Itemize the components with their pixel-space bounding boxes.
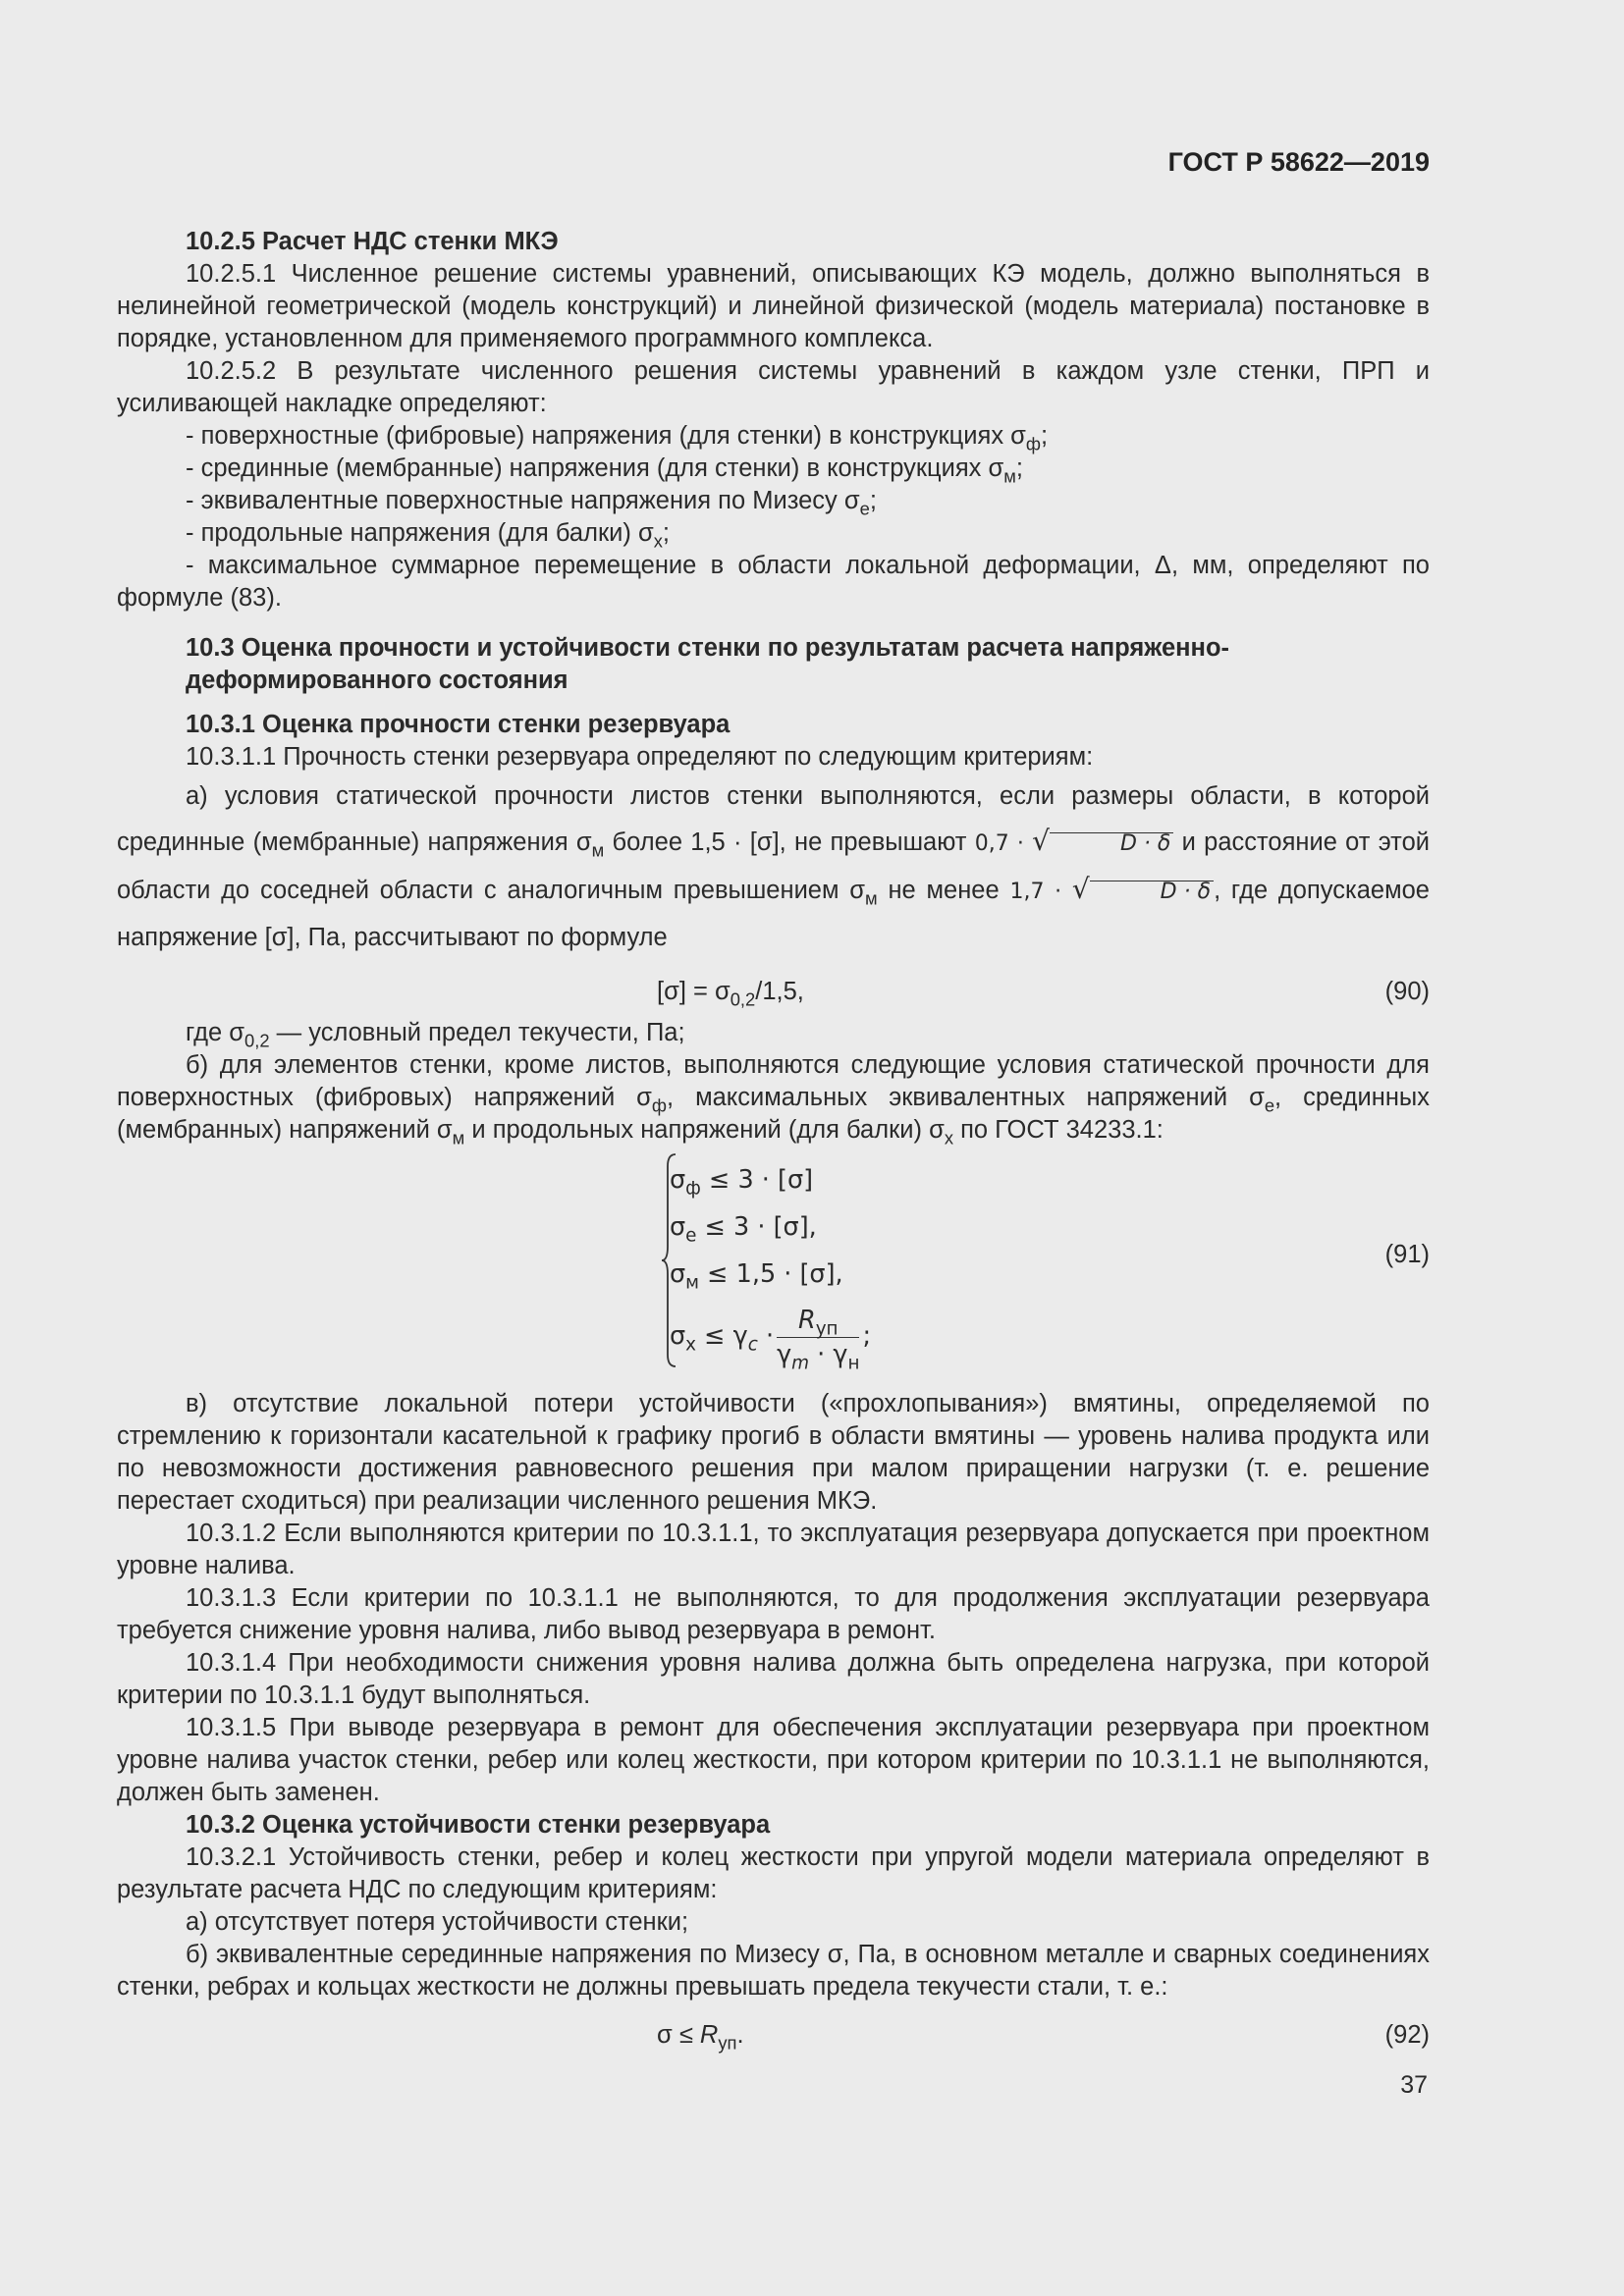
section-heading-10-3-2: 10.3.2 Оценка устойчивости стенки резервуара xyxy=(186,1811,771,1839)
document-header: ГОСТ Р 58622—2019 xyxy=(1167,147,1430,177)
inequality-line: $\sigma_м \le 1,5 \cdot [\sigma]$, xyxy=(670,1259,843,1294)
equation-90: $[\sigma] = \sigma_{0,2}/1,5$, (90) xyxy=(657,978,1430,1010)
paragraph-10-3-2-1: 10.3.2.1 Устойчивость стенки, ребер и колец жесткости при упругой модели материала определяют в результате расчета НДС по следующим критериям: xyxy=(117,1843,1430,1903)
inequality-line: $\sigma_е \le 3 \cdot [\sigma]$, xyxy=(670,1212,817,1247)
inequality-line: $\sigma_ф \le 3 \cdot [\sigma]$ xyxy=(670,1165,814,1200)
section-heading-10-3: 10.3 Оценка прочности и устойчивости стенки по результатам расчета напряженно- деформированного состояния xyxy=(186,634,1230,694)
equation-number: (92) xyxy=(1384,2021,1430,2049)
page-number: 37 xyxy=(1400,2071,1428,2099)
list-item: - срединные (мембранные) напряжения (для стенки) в конструкциях $\sigma_м$; xyxy=(186,454,1023,487)
document-body xyxy=(117,226,1430,2060)
paragraph-criterion-a: а) отсутствует потеря устойчивости стенки; xyxy=(186,1908,689,1936)
equation-number: (91) xyxy=(1384,1241,1430,1268)
list-item: - эквивалентные поверхностные напряжения по Мизесу $\sigma_е$; xyxy=(186,487,877,519)
paragraph-criterion-b: б) для элементов стенки, кроме листов, выполняются следующие условия статической прочности для поверхностных (фибровых) напряжений $\sigma_ф$, максимальных эквивалентных напряжений $\sigma_е$, срединных (мембранных) напряжений $\sigma_м$ и продольных напряжений (для балки) $\sigma_x$ по ГОСТ 34233.1: xyxy=(117,1051,1431,1148)
paragraph-10-3-1-3: 10.3.1.3 Если критерии по 10.3.1.1 не выполняются, то для продолжения эксплуатации резервуара требуется снижение уровня налива, либо вывод резервуара в ремонт. xyxy=(117,1584,1430,1644)
paragraph-10-3-1-2: 10.3.1.2 Если выполняются критерии по 10.3.1.1, то эксплуатация резервуара допускается при проектном уровне налива. xyxy=(117,1520,1430,1579)
paragraph-10-3-1-4: 10.3.1.4 При необходимости снижения уровня налива должна быть определена нагрузка, при которой критерии по 10.3.1.1 будут выполняться. xyxy=(117,1649,1430,1709)
paragraph-10-3-1-1: 10.3.1.1 Прочность стенки резервуара определяют по следующим критериям: xyxy=(186,743,1094,771)
inequality-line: $\sigma_x \le \gamma_c$ · $\frac{R_{уп}}{\gamma_m \cdot \gamma_н}$ ; xyxy=(670,1305,872,1373)
paragraph-10-3-1-5: 10.3.1.5 При выводе резервуара в ремонт для обеспечения эксплуатации резервуара при проектном уровне налива участок стенки, ребер или колец жесткости, при котором критерии по 10.3.1.1 не выполняются, должен быть заменен. xyxy=(117,1714,1430,1806)
section-heading-10-3-1: 10.3.1 Оценка прочности стенки резервуара xyxy=(186,711,731,738)
paragraph-10-2-5-2: 10.2.5.2 В результате численного решения системы уравнений в каждом узле стенки, ПРП и усиливающей накладке определяют: xyxy=(117,357,1430,417)
paragraph-criterion-v: в) отсутствие локальной потери устойчивости («прохлопывания») вмятины, определяемой по стремлению к горизонтали касательной к графику прогиб в области вмятины — уровень налива продукта или по невозможности достижения равновесного решения при малом приращении нагрузки (т. е. решение перестает сходиться) при реализации численного решения МКЭ. xyxy=(117,1390,1430,1515)
list-item: - поверхностные (фибровые) напряжения (для стенки) в конструкциях $\sigma_ф$; xyxy=(186,422,1049,454)
paragraph-10-2-5-1: 10.2.5.1 Численное решение системы уравнений, описывающих КЭ модель, должно выполняться в нелинейной геометрической (модель конструкций) и линейной физической (модель материала) постановке в порядке, установленном для применяемого программного комплекса. xyxy=(117,260,1430,352)
formula-inline: 0,7 · √ D · δ xyxy=(975,831,1174,856)
fraction: $\frac{R_{уп}}{\gamma_m \cdot \gamma_н}$ xyxy=(777,1305,860,1373)
section-heading-10-2-5: 10.2.5 Расчет НДС стенки МКЭ xyxy=(186,228,559,255)
list-item: - продольные напряжения (для балки) $\sigma_x$; xyxy=(186,519,670,552)
equation-92: $\sigma \le R_{уп}$. (92) xyxy=(657,2021,1430,2054)
list-item: - максимальное суммарное перемещение в области локальной деформации, Δ, мм, определяют по формуле (83). xyxy=(117,552,1430,612)
equation-number: (90) xyxy=(1384,978,1430,1005)
where-clause: где $\sigma_{0,2}$ — условный предел текучести, Па; xyxy=(186,1019,685,1051)
paragraph-criterion-a: а) условия статической прочности листов стенки выполняются, если размеры области, в которой срединные (мембранные) напряжения $\sigma_м$ более 1,5 · [σ], не превышают 0,7 · √ D · δ и расстояние от этой области до соседней области с аналогичным превышением $\sigma_м$ не менее 1,7 · √ D · δ , где допускаемое напряжение [σ], Па, рассчитывают по формуле xyxy=(117,782,1430,951)
formula-inline: 1,7 · √ D · δ xyxy=(1009,880,1214,904)
paragraph-criterion-b: б) эквивалентные серединные напряжения по Мизесу σ, Па, в основном металле и сварных соединениях стенки, ребрах и кольцах жесткости не должны превышать предела текучести стали, т. е.: xyxy=(117,1941,1430,2001)
equation-91 xyxy=(117,1152,1430,1378)
